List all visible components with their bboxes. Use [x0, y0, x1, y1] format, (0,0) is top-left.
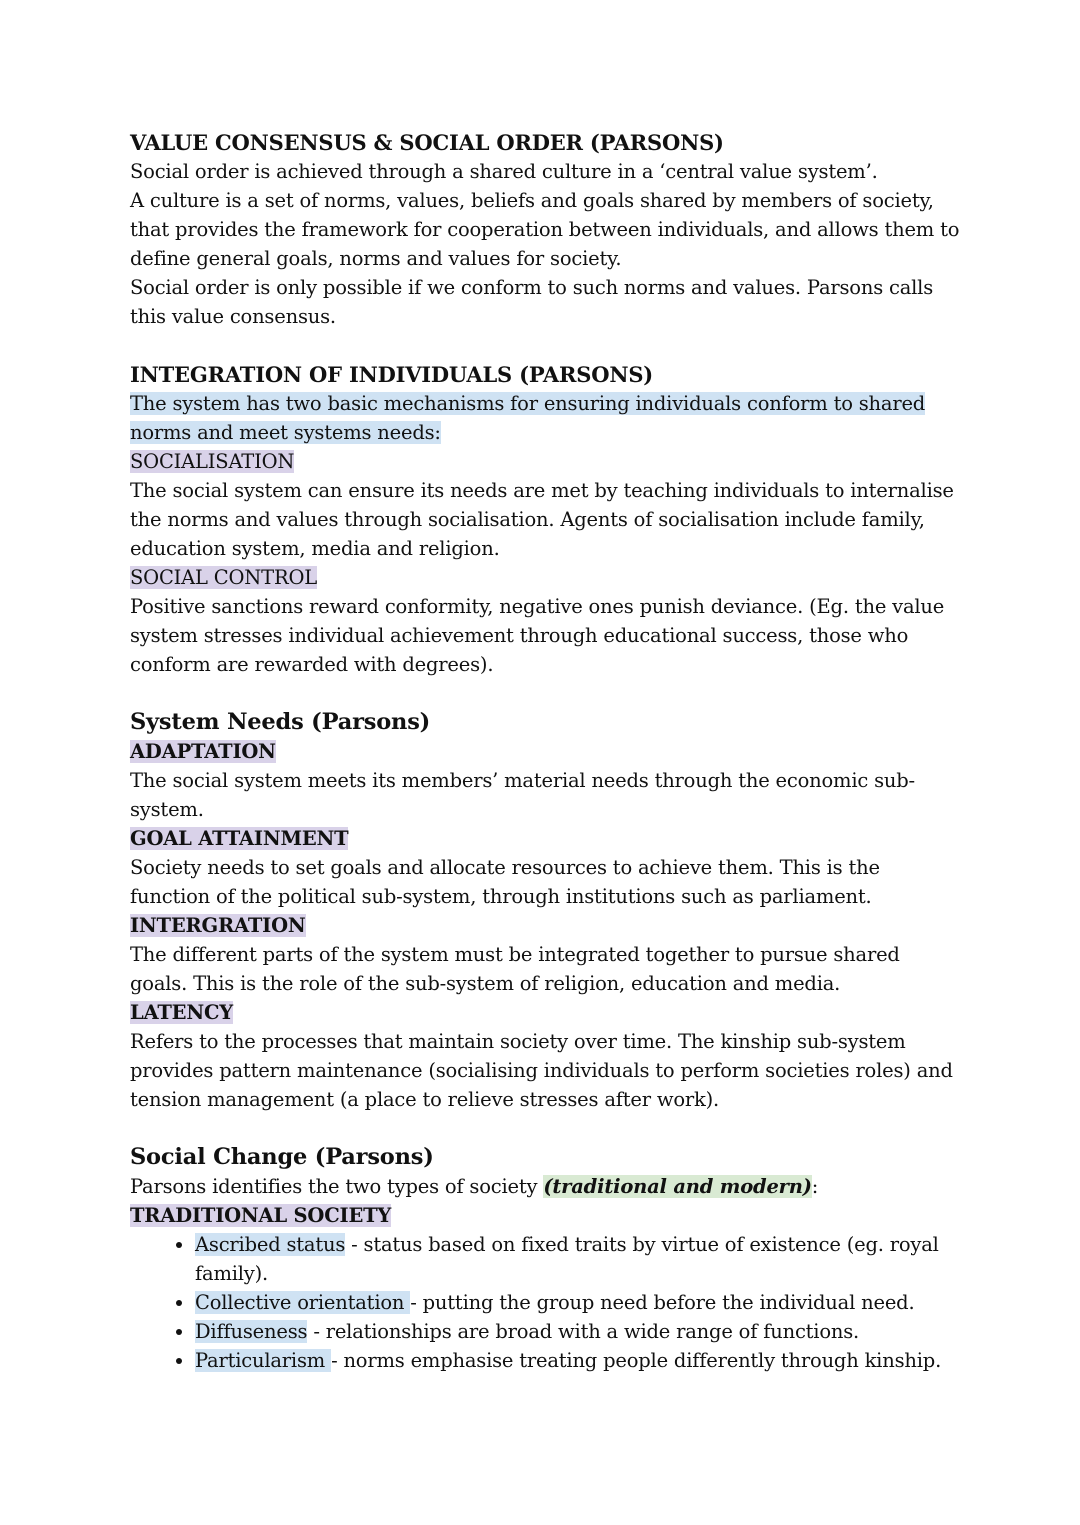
subheading-label: GOAL ATTAINMENT — [130, 827, 349, 850]
subheading-label: ADAPTATION — [130, 740, 276, 763]
paragraph: Positive sanctions reward conformity, negative ones punish deviance. (Eg. the value system stresses individual achievement through educational success, those who conform are rewarded with degrees). — [130, 595, 945, 676]
subheading-label: SOCIALISATION — [130, 450, 295, 473]
definition: - status based on fixed traits by virtue of existence (eg. royal family). — [195, 1233, 939, 1285]
list-item — [195, 1288, 960, 1317]
list-item — [195, 1317, 960, 1346]
paragraph: Refers to the processes that maintain society over time. The kinship sub-system provides pattern maintenance (socialising individuals to perform societies roles) and tension management (a place to relieve stresses after work). — [130, 1030, 953, 1111]
paragraph: Social order is achieved through a shared culture in a ‘central value system’. — [130, 160, 878, 183]
paragraph: The social system can ensure its needs are met by teaching individuals to internalise the norms and values through socialisation. Agents of socialisation include family, education system, media and religion. — [130, 479, 954, 560]
subheading-label: SOCIAL CONTROL — [130, 566, 317, 589]
section-heading: System Needs (Parsons) — [130, 709, 431, 735]
subheading-label: TRADITIONAL SOCIETY — [130, 1204, 392, 1227]
definition: - norms emphasise treating people differently through kinship. — [331, 1349, 942, 1372]
term: Ascribed status — [195, 1233, 346, 1256]
paragraph: The social system meets its members’ material needs through the economic sub-system. — [130, 769, 915, 821]
paragraph — [130, 1172, 960, 1201]
bullet-list — [130, 1230, 960, 1375]
definition: - putting the group need before the individual need. — [410, 1291, 915, 1314]
list-item — [195, 1346, 960, 1375]
subheading-label: INTERGRATION — [130, 914, 306, 937]
section-heading: INTEGRATION OF INDIVIDUALS (PARSONS) — [130, 362, 654, 387]
term: Particularism — [195, 1349, 332, 1372]
highlighted-intro: The system has two basic mechanisms for ensuring individuals conform to shared norms and meet systems needs: — [130, 392, 926, 444]
intro-punctuation: : — [811, 1175, 819, 1198]
section-heading: VALUE CONSENSUS & SOCIAL ORDER (PARSONS) — [130, 130, 724, 155]
paragraph: Society needs to set goals and allocate resources to achieve them. This is the function of the political sub-system, through institutions such as parliament. — [130, 856, 880, 908]
highlighted-phrase: (traditional and modern) — [543, 1175, 812, 1198]
definition: - relationships are broad with a wide range of functions. — [307, 1320, 860, 1343]
paragraph: Social order is only possible if we conform to such norms and values. Parsons calls this value consensus. — [130, 276, 934, 328]
term: Diffuseness — [195, 1320, 308, 1343]
section-heading: Social Change (Parsons) — [130, 1144, 434, 1170]
list-item — [195, 1230, 960, 1288]
paragraph: The different parts of the system must be integrated together to pursue shared goals. This is the role of the sub-system of religion, education and media. — [130, 943, 900, 995]
intro-text: Parsons identifies the two types of society — [130, 1175, 544, 1198]
paragraph: A culture is a set of norms, values, beliefs and goals shared by members of society, that provides the framework for cooperation between individuals, and allows them to define general goals, norms and values for society. — [130, 189, 960, 270]
subheading-label: LATENCY — [130, 1001, 234, 1024]
term: Collective orientation — [195, 1291, 411, 1314]
document-page — [130, 128, 960, 1375]
